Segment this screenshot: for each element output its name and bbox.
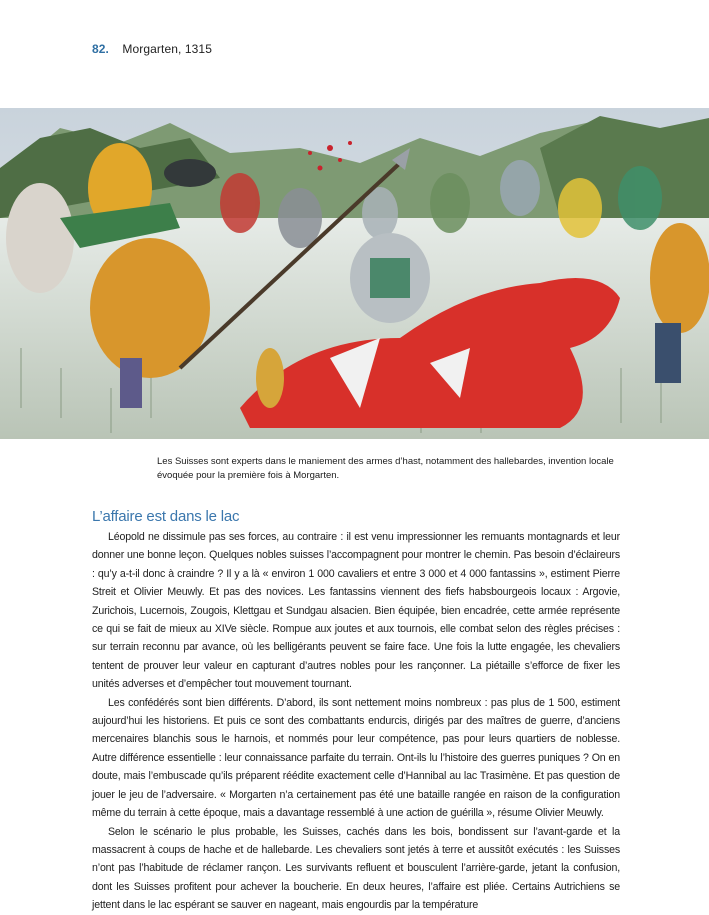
page-number: 82. (92, 42, 109, 56)
paragraph (92, 823, 620, 915)
running-title: Morgarten, 1315 (122, 42, 212, 56)
section-heading: L’affaire est dans le lac (92, 508, 240, 525)
paragraph-text: Léopold ne dissimule pas ses forces, au contraire : il est venu impressionner les remuants montagnards et leur donner une bonne leçon. Quelques nobles suisses l’accompagnent pour montrer le chemin. Pas besoin d’éclaireurs : qu’y a-t-il donc à craindre ? Il y a là « environ 1 000 cavaliers et entre 3 000 et 4 000 fantassins », estiment Pierre Streit et Olivier Meuwly. Et pas des novices. Les fantassins viennent des fiefs habsbourgeois locaux : Argovie, Zurichois, Lucernois, Zougois, Klettgau et Sundgau alsacien. Bien équipée, bien encadrée, cette armée représente ce qui se fait de mieux au XIVe siècle. Rompue aux joutes et aux tournois, elle combat selon des règles précises : sur terrain reconnu par avance, où les belligérants peuvent se faire face. Une fois la lutte engagée, les chevaliers tentent de prouver leur valeur en capturant d’autres nobles pour les rançonner. La piétaille s’efforce de fixer les unités adverses et d’empêcher tout mouvement tournant. (92, 531, 620, 691)
paragraph-text: Selon le scénario le plus probable, les Suisses, cachés dans les bois, bondissent sur l’avant-garde et la massacrent à coups de hache et de hallebarde. Les chevaliers sont jetés à terre et aussitôt exécutés : les Suisses n’ont pas l’habitude de réclamer rançon. Les survivants refluent et bousculent l’arrière-garde, jetant la confusion, dont les Suisses profitent pour achever la boucherie. En deux heures, l’affaire est pliée. Certains Autrichiens se jettent dans le lac espérant se sauver en nageant, mais engourdis par la température (92, 825, 620, 912)
article-body (92, 528, 620, 915)
running-header (92, 42, 212, 56)
paragraph-text: Les confédérés sont bien différents. D’abord, ils sont nettement moins nombreux : pas plus de 1 500, estiment aujourd’hui les historiens. Et puis ce sont des combattants endurcis, dirigés par des maîtres de guerre, d’anciens mercenaires blanchis sous le harnois, et nommés pour leur compétence, pas pour leurs quartiers de noblesse. Autre différence essentielle : leur connaissance parfaite du terrain. Ont-ils lu l’histoire des guerres puniques ? On en doute, mais l’embuscade qu’ils préparent réédite exactement celle d’Hannibal au lac Trasimène. Et pas question de jouer le jeu de l’adversaire. « Morgarten n’a certainement pas été une bataille rangée en raison de la configuration même du terrain à cette époque, mais a davantage ressemblé à une action de guérilla », résume Olivier Meuwly. (92, 696, 620, 820)
paragraph (92, 528, 620, 694)
battle-painting-image (0, 108, 709, 439)
paragraph (92, 694, 620, 823)
image-caption: Les Suisses sont experts dans le maniement des armes d’hast, notamment des hallebardes, invention locale évoquée pour la première fois à Morgarten. (157, 456, 614, 481)
